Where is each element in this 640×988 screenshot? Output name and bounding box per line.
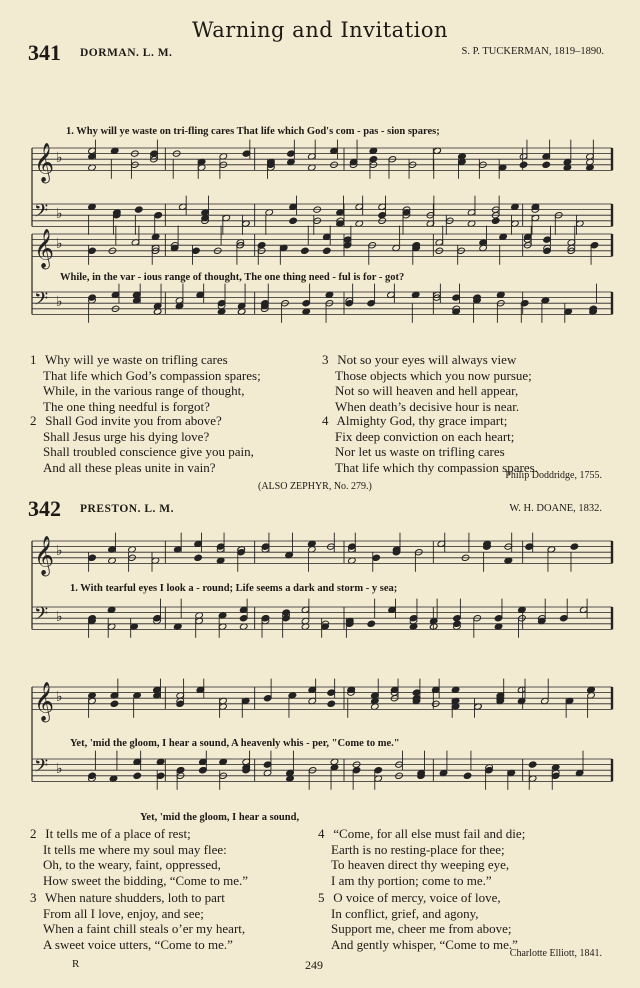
note-head: [323, 247, 332, 254]
stanza-number: 5: [318, 890, 325, 905]
hymn-342-author: Charlotte Elliott, 1841.: [509, 948, 602, 959]
hymn-342-composer: W. H. DOANE, 1832.: [509, 503, 602, 514]
stanza-line: A sweet voice utters, “Come to me.”: [43, 936, 233, 952]
stanza-line: To heaven direct thy weeping eye,: [331, 857, 510, 873]
key-flat-icon: ♭: [56, 206, 63, 223]
hymn-341-lyric-line-1: 1. Why will ye waste on tri-fling cares That life which God's com - pas - sion spares;: [66, 126, 440, 137]
stanza-number: 2: [30, 413, 37, 428]
stanza-number: 2: [30, 826, 37, 841]
note-head: [133, 772, 142, 779]
stanza-line: I am thy portion; come to me.”: [331, 872, 492, 888]
hymn-342-stanza-2: [30, 826, 248, 888]
stanza-number: 4: [322, 413, 329, 428]
stanza-line: Why will ye waste on trifling cares: [45, 352, 228, 367]
note-head: [301, 247, 310, 254]
note-head: [528, 761, 537, 768]
bass-clef-icon: 𝄢: [34, 200, 49, 226]
bass-clef-icon: 𝄢: [34, 755, 49, 781]
note-head: [542, 161, 551, 168]
stanza-line: It tells me of a place of rest;: [45, 826, 191, 841]
hymn-341-stanza-4: [322, 413, 538, 475]
stanza-line: Those objects which you now pursue;: [335, 367, 532, 383]
hymn-342-lyric-bass: Yet, 'mid the gloom, I hear a sound,: [140, 812, 300, 823]
stanza-line: Nor let us waste on trifling cares: [335, 444, 505, 460]
hymn-342-stanza-5: [318, 890, 518, 952]
key-flat-icon: ♭: [56, 543, 63, 560]
stanza-number: 4: [318, 826, 325, 841]
note-head: [543, 247, 552, 254]
stanza-line: When death’s decisive hour is near.: [335, 398, 520, 414]
hymn-341-stanza-3: [322, 352, 532, 414]
stanza-line: When a faint chill steals o’er my heart,: [43, 921, 246, 937]
note-head: [194, 554, 203, 561]
treble-clef-icon: 𝄞: [34, 535, 55, 576]
note-head: [327, 700, 336, 707]
stanza-line: Shall troubled conscience give you pain,: [43, 444, 254, 460]
hymn-341-stanza-1: [30, 352, 261, 414]
hymn-341-composer: S. P. TUCKERMAN, 1819–1890.: [461, 46, 604, 57]
stanza-line: While, in the various range of thought,: [43, 383, 245, 399]
note-head: [110, 700, 119, 707]
stanza-line: How sweet the bidding, “Come to me.”: [43, 872, 249, 888]
key-flat-icon: ♭: [56, 236, 63, 253]
note-head: [519, 161, 528, 168]
note-head: [570, 543, 579, 550]
stanza-line: Almighty God, thy grace impart;: [336, 413, 508, 428]
stanza-line: It tells me where my soul may flee:: [43, 841, 227, 857]
stanza-line: Oh, to the weary, faint, oppressed,: [43, 857, 221, 873]
stanza-line: The one thing needful is forgot?: [43, 398, 210, 414]
hymn-341-number: 341: [28, 40, 61, 65]
page-number: 249: [305, 958, 323, 972]
key-flat-icon: ♭: [56, 609, 63, 626]
stanza-line: Fix deep conviction on each heart;: [335, 428, 515, 444]
bass-clef-icon: 𝄢: [34, 288, 49, 314]
footer-signature-mark: R: [72, 958, 80, 970]
hymn-341-author: Philip Doddridge, 1755.: [505, 470, 602, 481]
stanza-line: That life which thy compassion spares.: [335, 459, 538, 475]
hymn-341-also-note: (ALSO ZEPHYR, No. 279.): [258, 481, 372, 492]
key-flat-icon: ♭: [56, 689, 63, 706]
hymn-341-tune: DORMAN. L. M.: [80, 47, 173, 59]
stanza-line: From all I love, enjoy, and see;: [43, 905, 204, 921]
stanza-line: Shall Jesus urge his dying love?: [43, 428, 210, 444]
stanza-number: 3: [322, 352, 329, 367]
stanza-line: Not so will heaven and hell appear,: [335, 383, 519, 399]
stanza-line: When nature shudders, loth to part: [45, 890, 225, 905]
treble-clef-icon: 𝄞: [34, 681, 55, 722]
hymn-342-stanza-3: [30, 890, 245, 952]
note-head: [463, 772, 472, 779]
stanza-line: Earth is no resting-place for thee;: [331, 841, 505, 857]
stanza-line: Shall God invite you from above?: [45, 413, 222, 428]
hymn-342-lyric-line-1: 1. With tearful eyes I look a - round; Life seems a dark and storm - y sea;: [70, 583, 398, 594]
key-flat-icon: ♭: [56, 150, 63, 167]
note-head: [367, 620, 376, 627]
treble-clef-icon: 𝄞: [34, 142, 55, 183]
stanza-number: 3: [30, 890, 37, 905]
hymn-341-stanza-2: [30, 413, 254, 475]
key-flat-icon: ♭: [56, 761, 63, 778]
hymn-341-lyric-line-2: While, in the var - ious range of thought, The one thing need - ful is for - got?: [60, 272, 405, 283]
stanza-line: And gently whisper, “Come to me.”: [331, 936, 518, 952]
stanza-line: In conflict, grief, and agony,: [331, 905, 479, 921]
key-flat-icon: ♭: [56, 294, 63, 311]
stanza-number: 1: [30, 352, 37, 367]
stanza-line: O voice of mercy, voice of love,: [333, 890, 501, 905]
stanza-line: And all these pleas unite in vain?: [43, 459, 216, 475]
hymn-342-lyric-line-2: Yet, 'mid the gloom, I hear a sound, A heavenly whis - per, "Come to me.": [70, 738, 400, 749]
bass-clef-icon: 𝄢: [34, 603, 49, 629]
stanza-line: That life which God’s compassion spares;: [43, 367, 261, 383]
stanza-line: Support me, cheer me from above;: [331, 921, 512, 937]
page-heading: Warning and Invitation: [191, 18, 449, 42]
hymn-341-system-2: [0, 210, 640, 360]
stanza-line: Not so your eyes will always view: [337, 352, 517, 367]
treble-clef-icon: 𝄞: [34, 228, 55, 269]
stanza-line: “Come, for all else must fail and die;: [333, 826, 526, 841]
hymn-342-number: 342: [28, 496, 61, 521]
hymn-342-tune: PRESTON. L. M.: [80, 503, 175, 515]
hymn-342-stanza-4: [318, 826, 525, 888]
